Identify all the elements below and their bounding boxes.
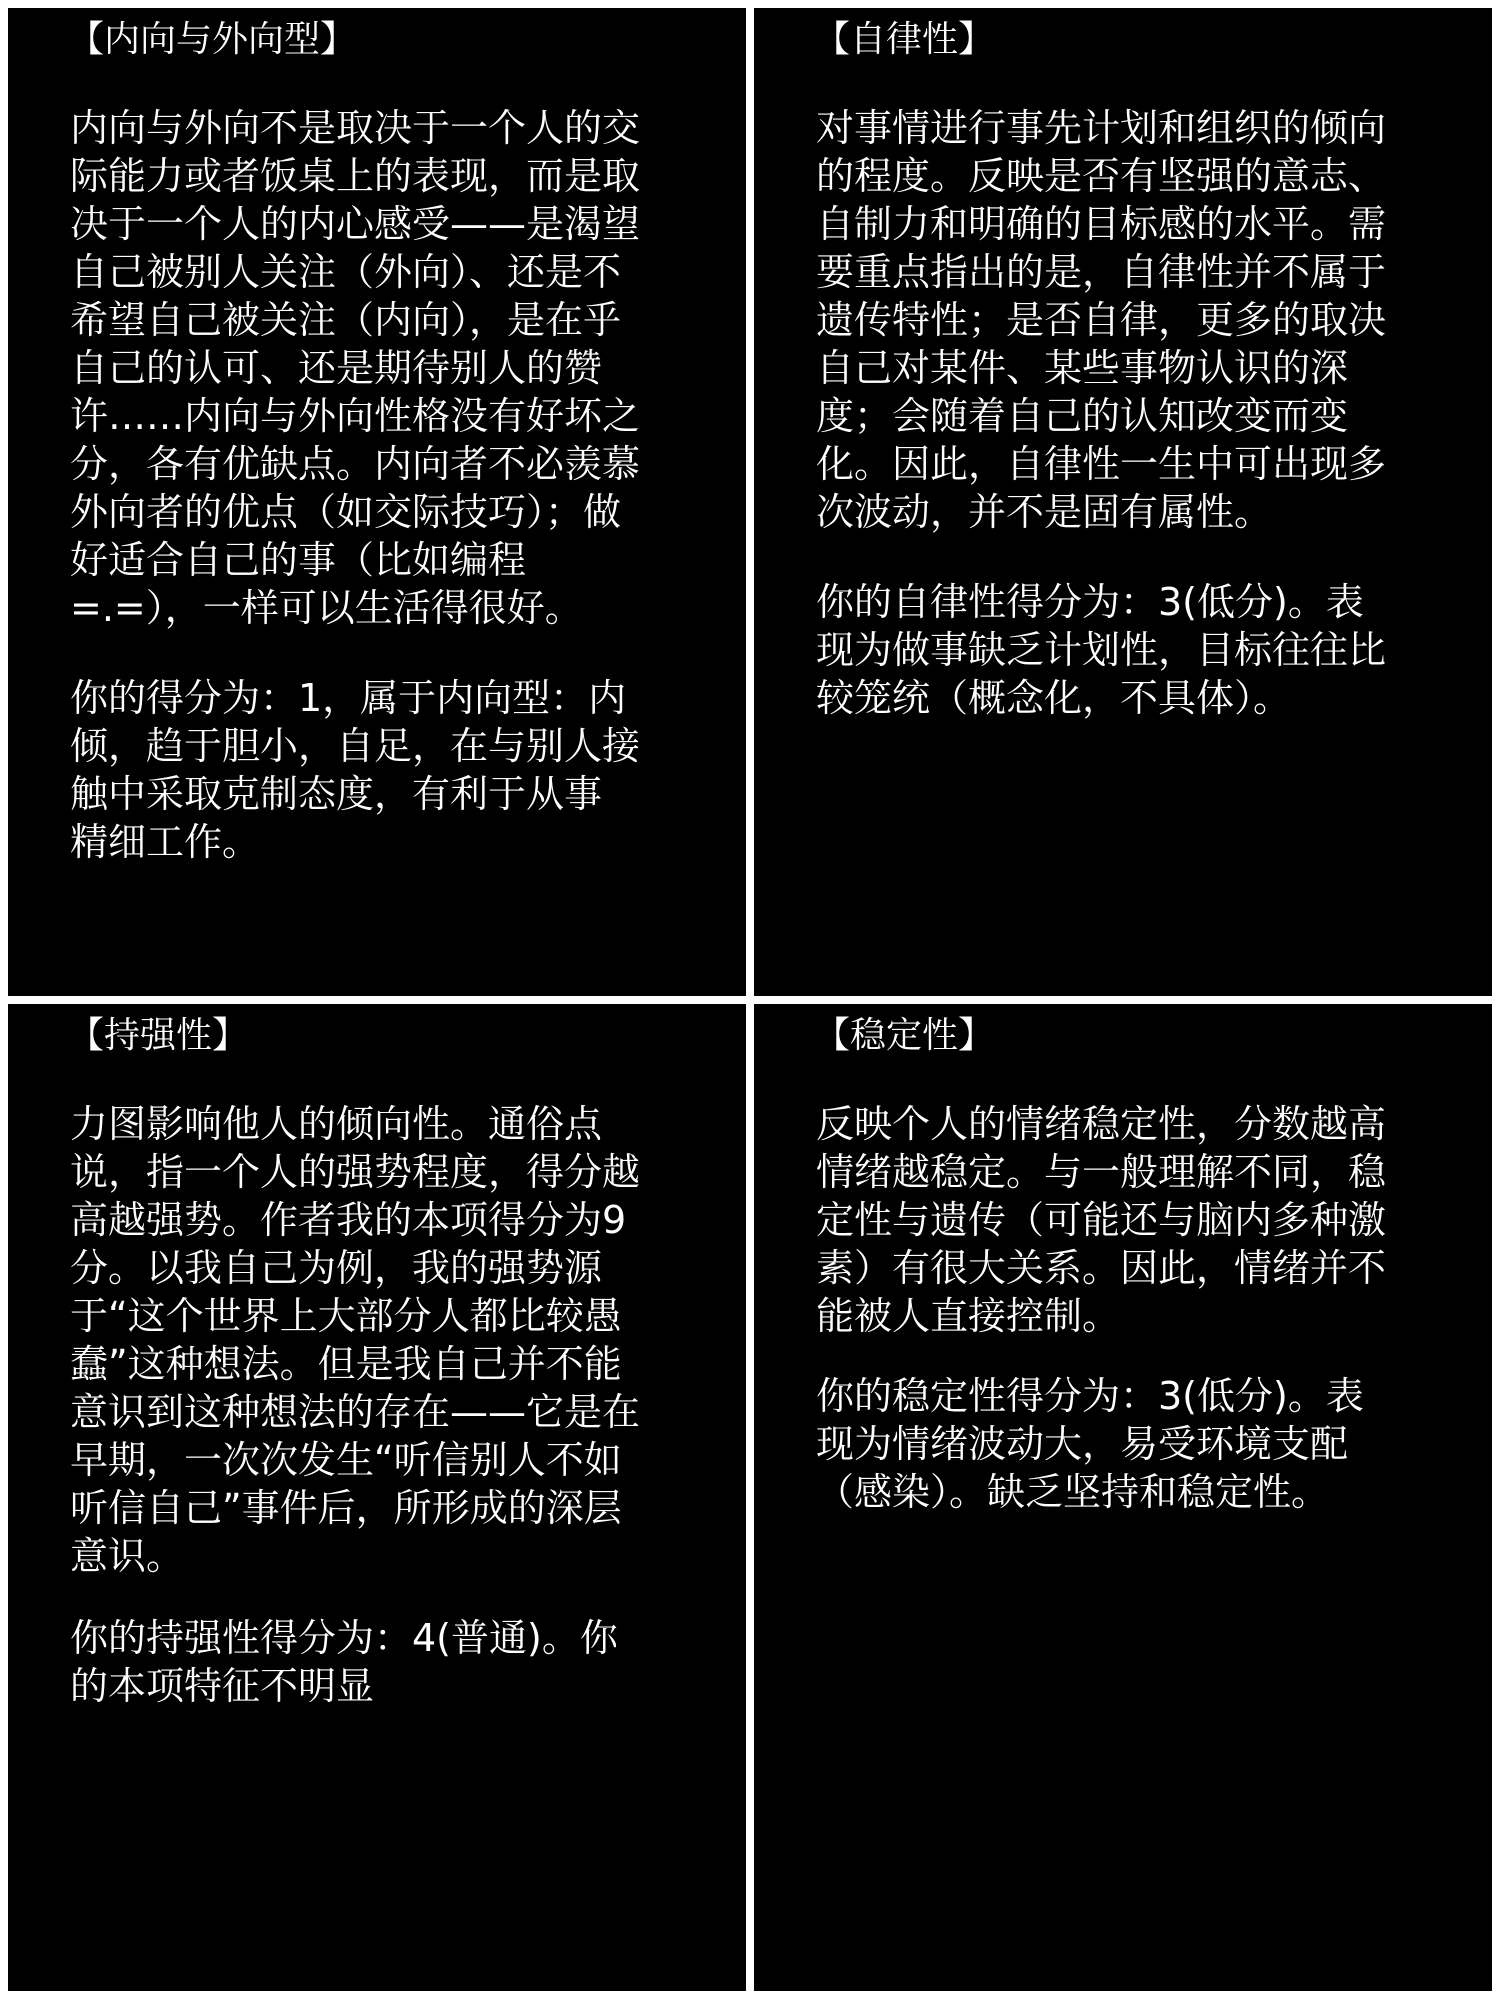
panel-description: 反映个人的情绪稳定性，分数越高 情绪越稳定。与一般理解不同，稳 定性与遗传（可能还与脑内多种激 素）有很大关系。因此，情绪并不 能被人直接控制。 (816, 1102, 1387, 1338)
panel-description: 对事情进行事先计划和组织的倾向 的程度。反映是否有坚强的意志、 自制力和明确的目标感的水平。需 要重点指出的是，自律性并不属于 遗传特性；是否自律，更多的取决 自己对某件、某些事物认识的深 度；会随着自己的认知改变而变 化。因此，自律性一生中可出现多 次波动，并不是固有属性。 (816, 106, 1387, 534)
panel-self-discipline (754, 8, 1492, 996)
panel-title: 【内向与外向型】 (68, 19, 357, 60)
panel-score-text: 你的持强性得分为：4(普通)。你 的本项特征不明显 (70, 1616, 618, 1708)
panel-score-text: 你的得分为：1，属于内向型：内 倾，趋于胆小，自足，在与别人接 触中采取克制态度，有利于从事 精细工作。 (70, 676, 641, 864)
panel-title: 【自律性】 (814, 19, 995, 60)
panel-score-text: 你的自律性得分为：3(低分)。表 现为做事缺乏计划性，目标往往比 较笼统（概念化，不具体）。 (816, 580, 1387, 720)
panel-title: 【持强性】 (68, 1015, 249, 1056)
panel-description: 力图影响他人的倾向性。通俗点 说，指一个人的强势程度，得分越 高越强势。作者我的本项得分为9 分。以我自己为例，我的强势源 于“这个世界上大部分人都比较愚 蠢”这种想法。但是我自己并不能 意识到这种想法的存在——它是在 早期，一次次发生“听信别人不如 听信自己”事件后，所形成的深层 意识。 (70, 1102, 641, 1578)
panel-description: 内向与外向不是取决于一个人的交 际能力或者饭桌上的表现，而是取 决于一个人的内心感受——是渴望 自己被别人关注（外向）、还是不 希望自己被关注（内向），是在乎 自己的认可、还是期待别人的赞 许……内向与外向性格没有好坏之 分，各有优缺点。内向者不必羡慕 外向者的优点（如交际技巧）；做 好适合自己的事（比如编程 =.=），一样可以生活得很好。 (70, 106, 641, 630)
panel-score-text: 你的稳定性得分为：3(低分)。表 现为情绪波动大，易受环境支配 （感染）。缺乏坚持和稳定性。 (816, 1374, 1364, 1514)
panel-introvert-extrovert (8, 8, 746, 996)
panel-stability (754, 1004, 1492, 1991)
panel-title: 【稳定性】 (814, 1015, 995, 1056)
panel-dominance (8, 1004, 746, 1991)
